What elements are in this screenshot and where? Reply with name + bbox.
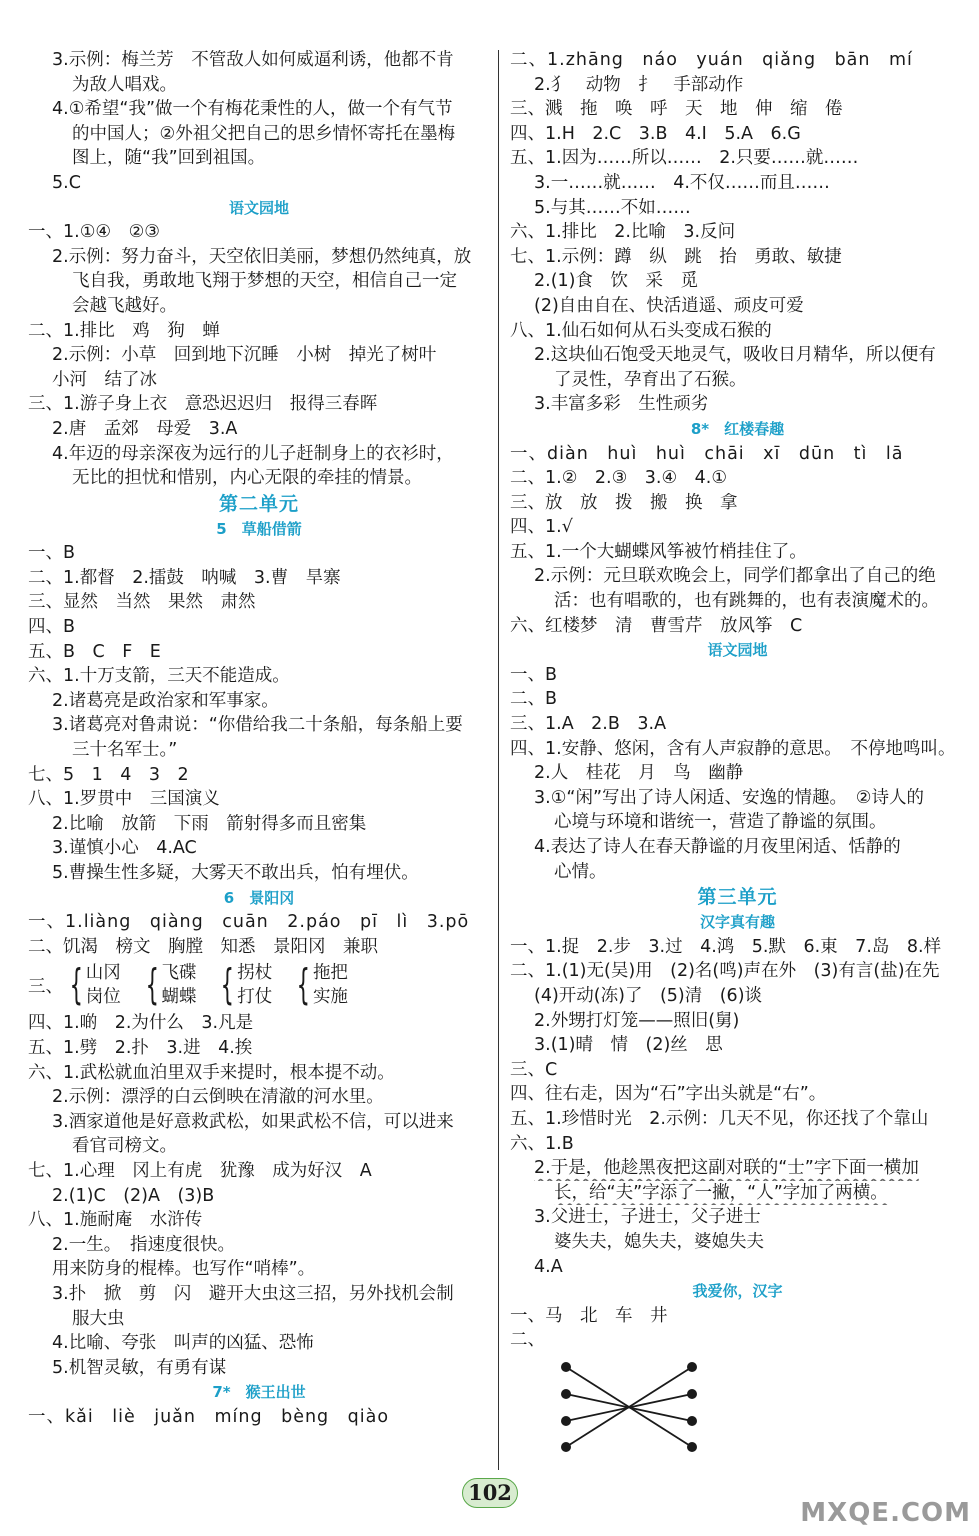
- answer-line: 4.比喻、夸张 叫声的凶猛、恐怖: [52, 1333, 314, 1354]
- right-column: [510, 48, 965, 1457]
- answer-line: 无比的担忧和惜别，内心无限的牵挂的情景。: [72, 468, 422, 489]
- answer-line: 长，给“夫”字添了一撇，“人”字加了两横。: [554, 1182, 888, 1203]
- answer-line: 2.外甥打灯笼——照旧(舅): [534, 1010, 740, 1031]
- answer-line: 一、马 北 车 井: [510, 1305, 668, 1326]
- answer-line: 五、1.珍惜时光 2.示例：几天不见，你还找了个靠山: [510, 1108, 929, 1129]
- section-heading: 我爱你，汉字: [692, 1282, 783, 1301]
- answer-line: 三、放 放 拨 搬 换 拿: [510, 492, 738, 513]
- answer-line: 会越飞越好。: [72, 295, 177, 316]
- answer-line: 五、1.劈 2.扑 3.进 4.挨: [28, 1037, 253, 1058]
- brace-word: 岗位: [85, 987, 121, 1008]
- answer-line: 一、1.liàng qiàng cuān 2.páo pī lì 3.pō: [28, 912, 470, 933]
- brace-word: 山冈: [85, 963, 121, 984]
- answer-line: 四、B: [28, 617, 76, 638]
- answer-line: 2.唐 孟郊 母爱 3.A: [52, 418, 238, 439]
- answer-line: 三、1.A 2.B 3.A: [510, 714, 667, 735]
- brace-icon: {: [69, 960, 84, 1010]
- answer-line: 3.谨慎小心 4.AC: [52, 838, 197, 859]
- answer-line: 六、1.武松就血泊里双手来提时，根本提不动。: [28, 1062, 395, 1083]
- brace-word: 拖把: [312, 963, 348, 984]
- brace-word: 拐杖: [237, 963, 273, 984]
- answer-line: 六、1.B: [510, 1133, 574, 1154]
- brace-group: [290, 961, 348, 1009]
- answer-line: 2.示例：小草 回到地下沉睡 小树 掉光了树叶: [52, 345, 437, 366]
- answer-line: 4.①希望“我”做一个有梅花秉性的人，做一个有气节: [52, 99, 453, 120]
- answer-line: 六、1.十万支箭，三天不能造成。: [28, 666, 290, 687]
- brace-group: [214, 961, 272, 1009]
- answer-line: 3.丰富多彩 生性顽劣: [534, 394, 709, 415]
- left-column: [28, 48, 490, 1429]
- answer-line: 三十名军士。”: [72, 740, 178, 761]
- match-dot: [561, 1442, 571, 1452]
- match-dot: [687, 1362, 697, 1372]
- answer-line: 七、1.示例：蹲 纵 跳 抬 勇敢、敏捷: [510, 246, 842, 267]
- answer-line: 活：也有唱歌的，也有跳舞的，也有表演魔术的。: [554, 591, 939, 612]
- answer-line: 四、1.H 2.C 3.B 4.I 5.A 6.G: [510, 123, 801, 144]
- answer-line: (4)开动(冻)了 (5)清 (6)谈: [534, 985, 763, 1006]
- answer-line: 一、1.捉 2.步 3.过 4.鸿 5.默 6.東 7.岛 8.样: [510, 936, 942, 957]
- answer-line: 2.诸葛亮是政治家和军事家。: [52, 690, 279, 711]
- answer-line: 一、diàn huì huì chāi xī dūn tì lā: [510, 443, 904, 464]
- answer-line: 的中国人；②外祖父把自己的思乡情怀寄托在墨梅: [72, 123, 456, 144]
- answer-line: 5.与其……不如……: [534, 197, 691, 218]
- answer-line: 四、1.√: [510, 517, 573, 538]
- watermark-logo: MXQE.COM: [800, 1498, 971, 1528]
- answer-line: 三、显然 当然 果然 肃然: [28, 592, 256, 613]
- answer-line: 四、1.安静、悠闲，含有人声寂静的意思。 不停地鸣叫。: [510, 738, 956, 759]
- answer-line: 六、红楼梦 清 曹雪芹 放风筝 C: [510, 615, 803, 636]
- answer-line: 4.年迈的母亲深夜为远行的儿子赶制身上的衣衫时，: [52, 443, 454, 464]
- answer-line: 六、1.排比 2.比喻 3.反问: [510, 222, 736, 243]
- brace-group: [139, 961, 197, 1009]
- answer-line: 二、: [510, 1330, 545, 1351]
- answer-line: 看官司榜文。: [72, 1136, 177, 1157]
- answer-line: 二、1.排比 鸡 狗 蝉: [28, 320, 220, 341]
- section-heading: 汉字真有趣: [699, 913, 775, 932]
- answer-line: 心情。: [554, 861, 607, 882]
- answer-line: 4.表达了诗人在春天静谧的月夜里闲适、恬静的: [534, 837, 901, 857]
- answer-line: 2.一生。 指速度很快。: [52, 1234, 235, 1255]
- answer-line: 二、1.都督 2.擂鼓 呐喊 3.曹 旱寨: [28, 567, 341, 588]
- answer-line: 图上，随“我”回到祖国。: [72, 148, 266, 169]
- answer-line: 2.人 桂花 月 鸟 幽静: [534, 763, 744, 784]
- page-number: 102: [462, 1478, 518, 1508]
- answer-line: 为敌人唱戏。: [72, 74, 177, 95]
- section-heading: 7* 猴王出世: [212, 1383, 306, 1402]
- answer-line: 三、1.游子身上衣 意恐迟迟归 报得三春晖: [28, 394, 378, 415]
- answer-line: 七、5 1 4 3 2: [28, 764, 189, 785]
- answer-line: 五、1.因为……所以…… 2.只要……就……: [510, 148, 859, 169]
- answer-line: 5.机智灵敏，有勇有谋: [52, 1357, 227, 1378]
- answer-line: 3.①“闲”写出了诗人闲适、安逸的情趣。 ②诗人的: [534, 787, 924, 808]
- answer-line: 二、1.zhāng náo yuán qiǎng bān mí: [510, 50, 913, 70]
- answer-line: 二、B: [510, 689, 558, 710]
- answer-line: 5.C: [52, 172, 81, 193]
- brace-group-row: [28, 959, 490, 1011]
- brace-icon: {: [296, 960, 311, 1010]
- section-heading: 语文园地: [228, 198, 289, 217]
- brace-word: 实施: [312, 987, 348, 1008]
- answer-line: 2.示例：漂浮的白云倒映在清澈的河水里。: [52, 1087, 384, 1108]
- answer-line: 七、1.心理 冈上有虎 犹豫 成为好汉 A: [28, 1160, 372, 1181]
- section-heading: 语文园地: [707, 641, 768, 660]
- answer-line: 小河 结了冰: [52, 369, 157, 390]
- match-dot: [687, 1416, 697, 1426]
- brace-icon: {: [221, 960, 235, 1010]
- answer-line: 心境与环境和谐统一，营造了静谧的氛围。: [554, 812, 887, 833]
- answer-line: 三、溅 拖 唤 呼 天 地 伸 缩 倦: [510, 99, 843, 120]
- answer-line: (2)自由自在、快活逍遥、顽皮可爱: [534, 295, 804, 316]
- brace-word: 飞碟: [161, 963, 197, 984]
- unit-heading: 第二单元: [218, 492, 299, 515]
- answer-line: 2.(1)C (2)A (3)B: [52, 1185, 215, 1206]
- answer-line: 3.一……就…… 4.不仅……而且……: [534, 172, 830, 193]
- answer-line: 2.这块仙石饱受天地灵气，吸收日月精华，所以便有: [534, 345, 936, 366]
- answer-line: 5.曹操生性多疑，大雾天不敢出兵，怕有埋伏。: [52, 863, 419, 883]
- answer-line: 飞自我，勇敢地飞翔于梦想的天空，相信自己一定: [72, 271, 457, 292]
- answer-line: 3.(1)晴 情 (2)丝 思: [534, 1035, 723, 1056]
- answer-line: 八、1.施耐庵 水浒传: [28, 1210, 203, 1231]
- answer-line: 2.(1)食 饮 采 觅: [534, 271, 698, 292]
- answer-line: 3.父进士，子进士，父子进士: [534, 1207, 761, 1228]
- answer-line: 五、B C F E: [28, 641, 161, 662]
- answer-line: 二、1.(1)无(吴)用 (2)名(鸣)声在外 (3)有言(盐)在先: [510, 961, 940, 982]
- answer-line: 八、1.仙石如何从石头变成石猴的: [510, 320, 772, 341]
- answer-line: 2.示例：元旦联欢晚会上，同学们都拿出了自己的绝: [534, 566, 936, 587]
- answer-line: 婆失夫，媳失夫，婆媳失夫: [554, 1231, 764, 1252]
- brace-word: 蝴蝶: [161, 987, 197, 1008]
- matching-lines-diagram: [554, 1357, 704, 1457]
- match-dot: [687, 1389, 697, 1399]
- section-heading: 6 景阳冈: [223, 888, 295, 907]
- column-divider: [498, 50, 499, 1470]
- answer-line: 4.A: [534, 1256, 563, 1277]
- section-heading: 8* 红楼春趣: [690, 419, 785, 438]
- answer-line: 用来防身的棍棒。也写作“哨棒”。: [52, 1259, 316, 1280]
- answer-line: 2.比喻 放箭 下雨 箭射得多而且密集: [52, 813, 367, 834]
- brace-row-prefix: 三、: [28, 976, 63, 997]
- answer-line: 3.酒家道他是好意救武松，如果武松不信，可以进来: [52, 1111, 454, 1132]
- answer-line: 3.示例：梅兰芳 不管敌人如何威逼利诱，他都不肯: [52, 50, 454, 70]
- answer-line: 2.于是，他趁黑夜把这副对联的“士”字下面一横加: [534, 1158, 919, 1179]
- answer-line: 服大虫: [72, 1308, 125, 1329]
- unit-heading: 第三单元: [697, 886, 778, 909]
- match-dot: [561, 1416, 571, 1426]
- answer-line: 三、C: [510, 1059, 558, 1080]
- answer-line: 2.犭 动物 扌 手部动作: [534, 74, 744, 95]
- answer-line: 3.诸葛亮对鲁肃说：“你借给我二十条船，每条船上要: [52, 715, 463, 736]
- answer-line: 了灵性，孕育出了石猴。: [554, 369, 747, 390]
- answer-line: 四、往右走，因为“石”字出头就是“右”。: [510, 1084, 827, 1105]
- match-dot: [561, 1362, 571, 1372]
- answer-line: 四、1.啲 2.为什么 3.凡是: [28, 1013, 254, 1034]
- answer-line: 五、1.一个大蝴蝶风筝被竹梢挂住了。: [510, 541, 807, 562]
- answer-line: 一、B: [28, 543, 76, 564]
- answer-line: 二、1.② 2.③ 3.④ 4.①: [510, 468, 728, 489]
- match-dot: [561, 1389, 571, 1399]
- answer-line: 2.示例：努力奋斗，天空依旧美丽，梦想仍然纯真，放: [52, 246, 472, 267]
- answer-line: 一、kǎi liè juǎn míng bèng qiào: [28, 1406, 390, 1427]
- answer-line: 一、1.①④ ②③: [28, 222, 160, 243]
- brace-word: 打仗: [237, 987, 273, 1008]
- answer-line: 3.扑 掀 剪 闪 避开大虫这三招，另外找机会制: [52, 1283, 454, 1304]
- brace-group: [63, 961, 121, 1009]
- answer-line: 八、1.罗贯中 三国演义: [28, 789, 220, 810]
- answer-line: 一、B: [510, 664, 558, 685]
- match-dot: [687, 1442, 697, 1452]
- brace-icon: {: [145, 960, 159, 1010]
- section-heading: 5 草船借箭: [216, 519, 302, 538]
- answer-line: 二、饥渴 榜文 胸膛 知悉 景阳冈 兼职: [28, 936, 378, 957]
